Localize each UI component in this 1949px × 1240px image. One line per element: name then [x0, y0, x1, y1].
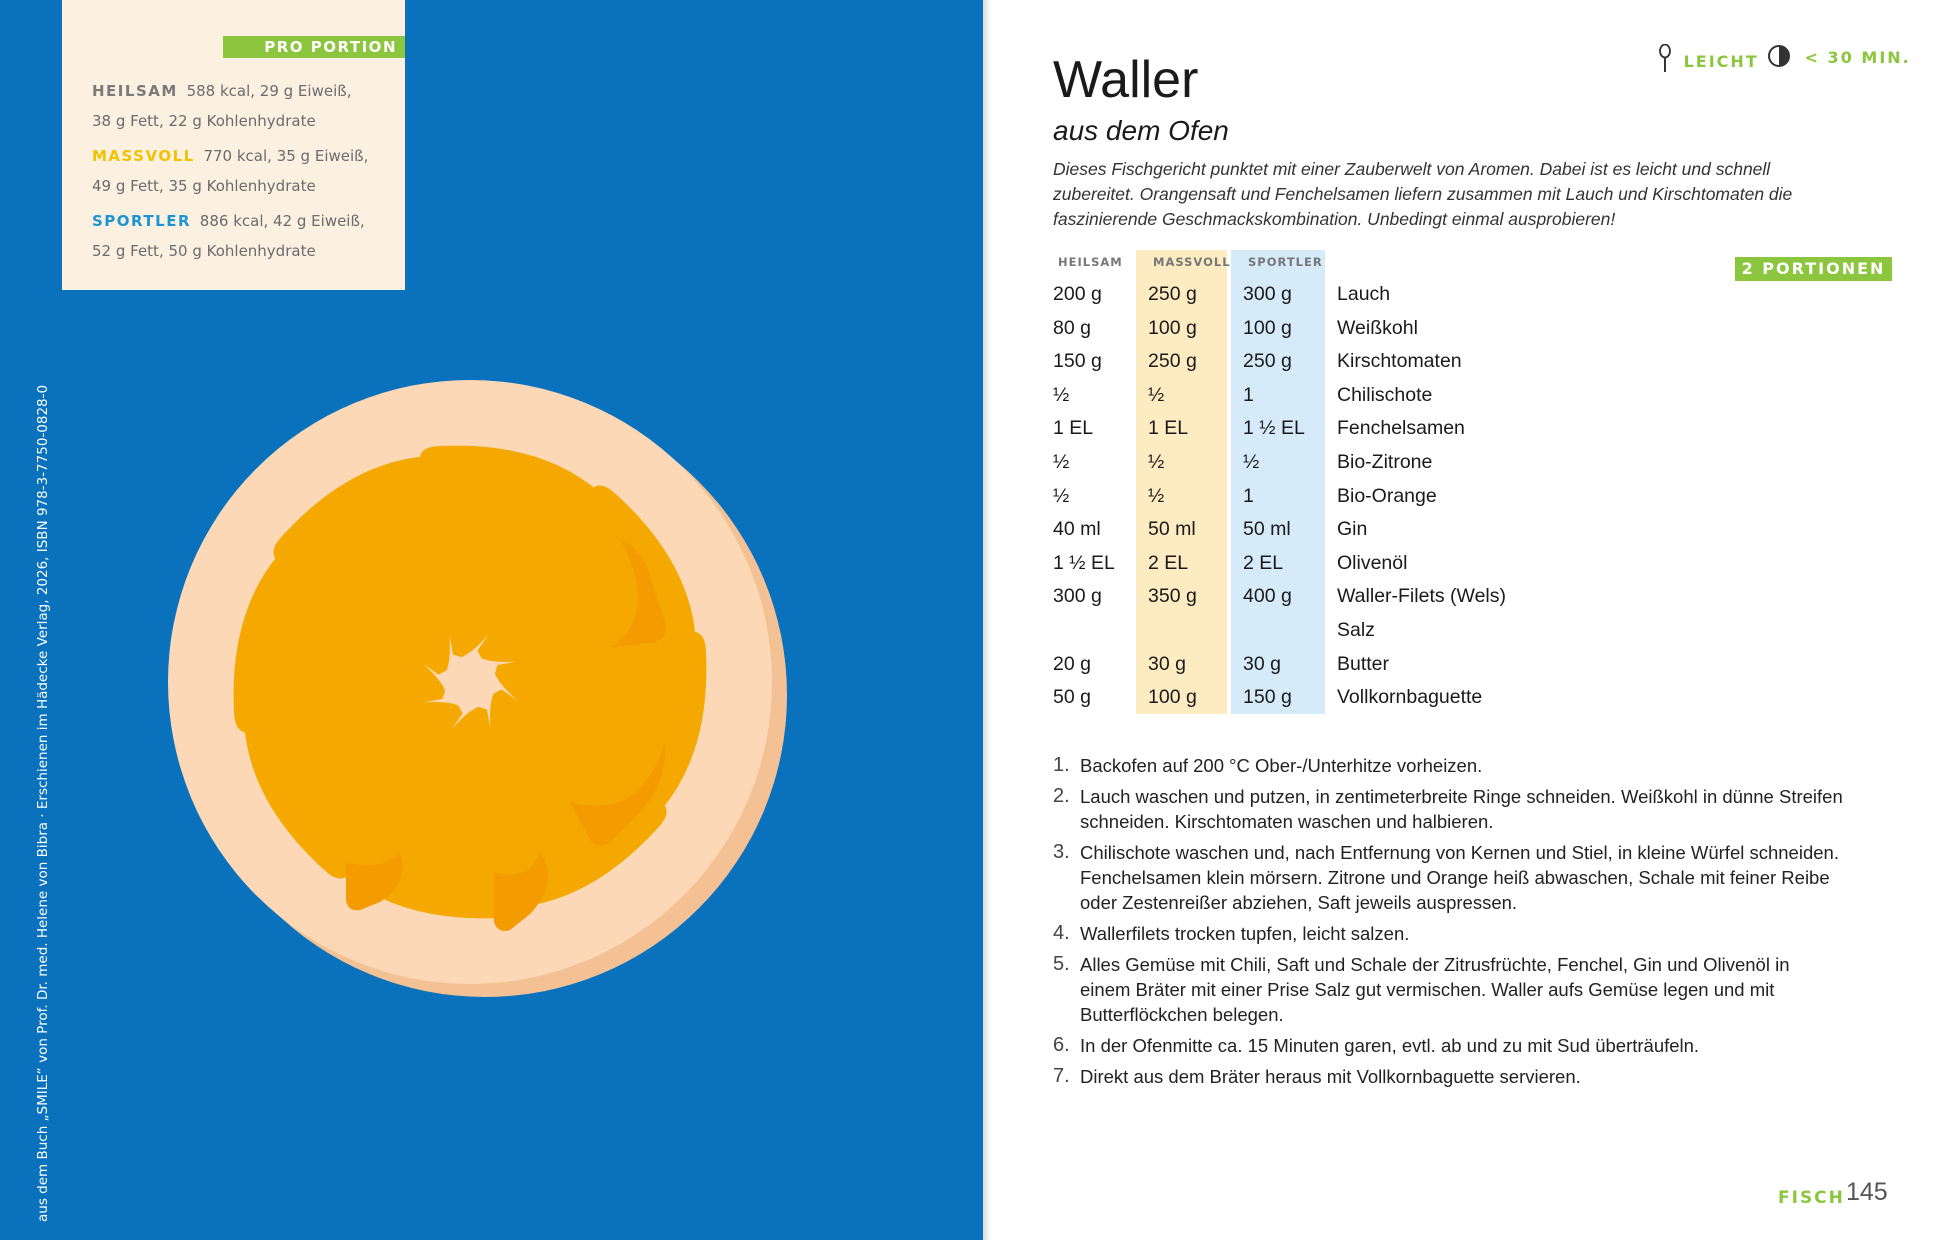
step-text: Chilischote waschen und, nach Entfernung von Kernen und Stiel, in kleine Würfel schneiden. Fenchelsamen klein mörsern. Zitrone und Orange heiß abwaschen, Schale mit feiner Reibe oder Zestenreißer abziehen, Saft jeweils auspressen. [1080, 842, 1839, 913]
ingredient-amount-sportler: 30 g [1243, 652, 1281, 675]
ingredient-amount-massvoll: 350 g [1148, 585, 1197, 608]
ingredient-name: Butter [1337, 652, 1390, 675]
instruction-step [1053, 1033, 1843, 1058]
step-number: 3. [1053, 841, 1070, 863]
ingredient-name: Kirschtomaten [1337, 350, 1462, 373]
time-badge [1767, 44, 1911, 68]
ingredient-amount-massvoll: 100 g [1148, 316, 1197, 339]
ingredient-amount-heilsam: 50 g [1053, 686, 1091, 709]
ingredient-amount-massvoll: ½ [1148, 383, 1165, 406]
instruction-step [1053, 784, 1843, 834]
ingredient-amount-heilsam: 40 ml [1053, 518, 1101, 541]
nutrition-heilsam-name: HEILSAM [92, 82, 178, 100]
ingredient-name: Vollkornbaguette [1337, 686, 1483, 709]
ingredient-amount-sportler: 2 EL [1243, 551, 1284, 574]
nutrition-heilsam-line1 [92, 76, 351, 106]
ingredient-name: Bio-Zitrone [1337, 450, 1433, 473]
ingredient-name: Waller-Filets (Wels) [1337, 585, 1506, 608]
step-text: Backofen auf 200 °C Ober-/Unterhitze vorheizen. [1080, 755, 1483, 776]
nutrition-sportler-name: SPORTLER [92, 212, 192, 230]
ingredient-amount-sportler: 100 g [1243, 316, 1292, 339]
step-number: 4. [1053, 922, 1070, 944]
column-head-massvoll: MASSVOLL [1153, 255, 1231, 269]
ingredient-name: Lauch [1337, 283, 1391, 305]
nutrition-massvoll-name: MASSVOLL [92, 147, 195, 165]
nutrition-sportler-line1 [92, 206, 365, 236]
instruction-steps [1053, 753, 1843, 1095]
time-label: < 30 MIN. [1804, 48, 1911, 67]
step-text: Alles Gemüse mit Chili, Saft und Schale der Zitrusfrüchte, Fenchel, Gin und Olivenöl in einem Bräter mit einer Prise Salz gut vermischen. Waller aufs Gemüse legen und mit Butterflöckchen belegen. [1080, 954, 1790, 1025]
ingredient-amount-sportler: 50 ml [1243, 518, 1291, 541]
nutrition-sportler-line2: 52 g Fett, 50 g Kohlenhydrate [92, 242, 316, 260]
ingredient-amount-sportler: 1 [1243, 484, 1254, 507]
ingredient-name: Olivenöl [1337, 551, 1408, 574]
recipe-subtitle: aus dem Ofen [1053, 115, 1229, 146]
step-text: Direkt aus dem Bräter heraus mit Vollkornbaguette servieren. [1080, 1066, 1581, 1087]
ingredient-amount-heilsam: 80 g [1053, 316, 1091, 339]
ingredient-amount-massvoll: 2 EL [1148, 551, 1189, 574]
ingredient-amount-heilsam: 200 g [1053, 283, 1102, 305]
step-text: Lauch waschen und putzen, in zentimeterbreite Ringe schneiden. Weißkohl in dünne Streifen schneiden. Kirschtomaten waschen und halbieren. [1080, 786, 1843, 832]
difficulty-label: LEICHT [1683, 52, 1759, 71]
nutrition-heilsam-line2: 38 g Fett, 22 g Kohlenhydrate [92, 112, 316, 130]
ingredient-amount-heilsam: 300 g [1053, 585, 1102, 608]
page-gutter [983, 0, 991, 1240]
ingredient-amount-massvoll: 1 EL [1148, 417, 1189, 440]
recipe-intro: Dieses Fischgericht punktet mit einer Zauberwelt von Aromen. Dabei ist es leicht und schnell zubereitet. Orangensaft und Fenchelsamen liefern zusammen mit Lauch und Kirschtomaten die faszinierende Geschmackskombination. Unbedingt einmal ausprobieren! [1053, 159, 1793, 229]
ingredient-name: Fenchelsamen [1337, 417, 1465, 440]
instruction-step [1053, 952, 1843, 1027]
nutrition-massvoll-line1 [92, 141, 368, 171]
step-number: 7. [1053, 1065, 1070, 1087]
ingredient-amount-massvoll: ½ [1148, 484, 1165, 507]
ingredient-amount-sportler: 1 [1243, 383, 1254, 406]
ingredient-name: Chilischote [1337, 383, 1433, 406]
instruction-step [1053, 1064, 1843, 1089]
pro-portion-label: PRO PORTION [223, 36, 405, 58]
step-number: 2. [1053, 785, 1070, 807]
book-credit: aus dem Buch „SMILE“ von Prof. Dr. med. Helene von Bibra · Erschienen im Hädecke Verlag, 2026, ISBN 978-3-7750-0828-0 [35, 384, 51, 1222]
ingredient-amount-massvoll: ½ [1148, 450, 1165, 473]
ingredient-amount-massvoll: 100 g [1148, 686, 1197, 709]
recipe-title: Waller [1053, 51, 1199, 109]
instruction-step [1053, 753, 1843, 778]
ingredient-amount-sportler: 400 g [1243, 585, 1292, 608]
ingredient-name: Weißkohl [1337, 316, 1418, 339]
ingredient-amount-massvoll: 30 g [1148, 652, 1186, 675]
ingredient-amount-heilsam: ½ [1053, 383, 1070, 406]
orange-slice-icon [150, 360, 800, 1010]
instruction-step [1053, 840, 1843, 915]
ingredient-name: Bio-Orange [1337, 484, 1437, 507]
ingredient-amount-heilsam: 20 g [1053, 652, 1091, 675]
ingredient-amount-sportler: 150 g [1243, 686, 1292, 709]
ingredient-amount-heilsam: ½ [1053, 450, 1070, 473]
ingredient-amount-massvoll: 250 g [1148, 283, 1197, 305]
nutrition-massvoll-line2: 49 g Fett, 35 g Kohlenhydrate [92, 177, 316, 195]
ingredient-amount-heilsam: 1 ½ EL [1053, 551, 1115, 574]
nutrition-heilsam-values: 588 kcal, 29 g Eiweiß, [186, 82, 352, 100]
step-text: Wallerfilets trocken tupfen, leicht salzen. [1080, 923, 1410, 944]
ingredient-amount-sportler: 250 g [1243, 350, 1292, 373]
instruction-step [1053, 921, 1843, 946]
difficulty-badge [1658, 44, 1759, 74]
ingredient-amount-massvoll: 250 g [1148, 350, 1197, 373]
clock-icon [1767, 44, 1791, 68]
column-head-heilsam: HEILSAM [1058, 255, 1123, 269]
ingredient-name: Salz [1337, 618, 1375, 641]
ingredient-amount-sportler: 1 ½ EL [1243, 417, 1305, 440]
ingredient-amount-massvoll: 50 ml [1148, 518, 1196, 541]
column-head-sportler: SPORTLER [1248, 255, 1323, 269]
ingredient-amount-heilsam: 1 EL [1053, 417, 1094, 440]
page-number: 145 [1846, 1178, 1888, 1206]
category-label: FISCH [1778, 1188, 1845, 1208]
step-text: In der Ofenmitte ca. 15 Minuten garen, evtl. ab und zu mit Sud überträufeln. [1080, 1035, 1700, 1056]
step-number: 5. [1053, 953, 1070, 975]
step-number: 6. [1053, 1034, 1070, 1056]
nutrition-massvoll-values: 770 kcal, 35 g Eiweiß, [203, 147, 369, 165]
step-number: 1. [1053, 754, 1070, 776]
ingredient-amount-sportler: 300 g [1243, 283, 1292, 305]
nutrition-sportler-values: 886 kcal, 42 g Eiweiß, [199, 212, 365, 230]
portions-badge: 2 PORTIONEN [1735, 257, 1892, 281]
ingredient-amount-heilsam: ½ [1053, 484, 1070, 507]
ingredient-amount-heilsam: 150 g [1053, 350, 1102, 373]
ingredient-amount-sportler: ½ [1243, 450, 1260, 473]
spoon-icon [1658, 44, 1672, 74]
ingredient-name: Gin [1337, 518, 1368, 541]
